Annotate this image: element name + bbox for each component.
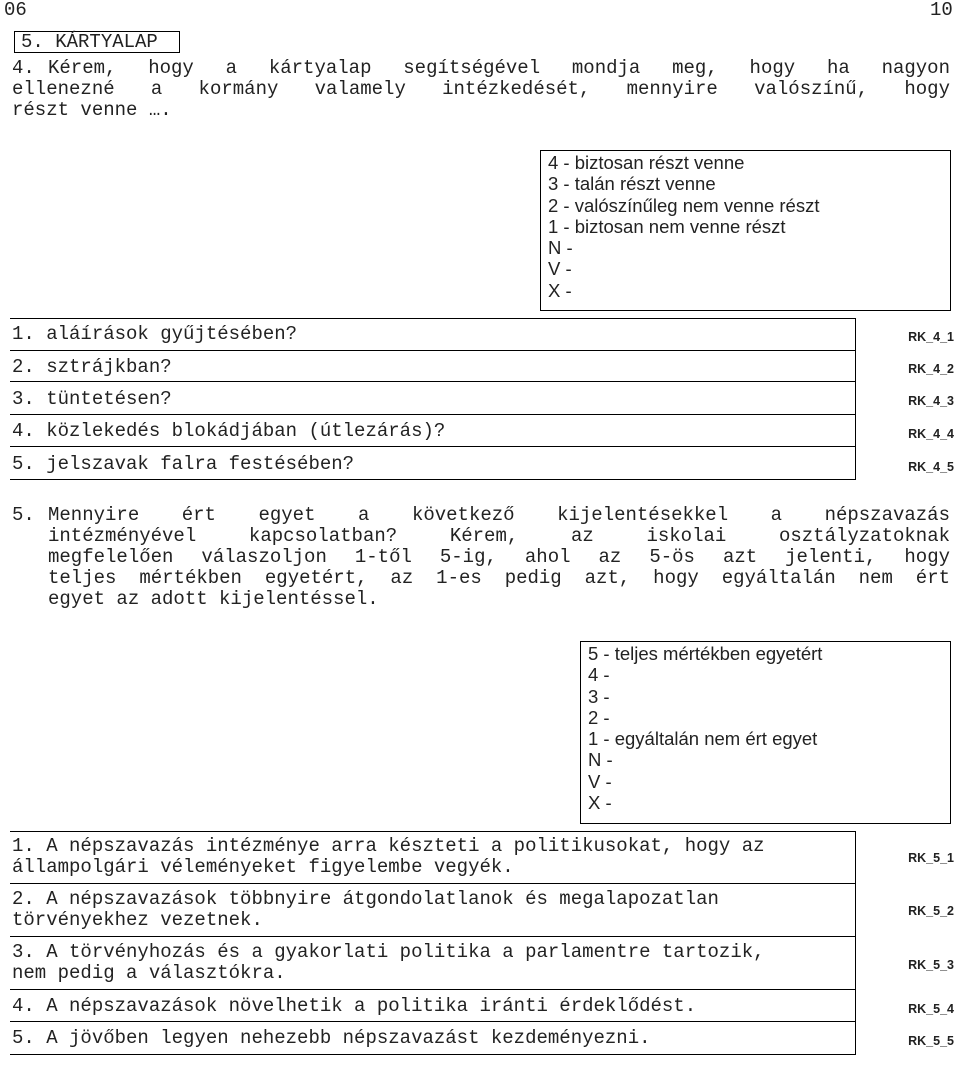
q4-item: 5. jelszavak falra festésében? — [12, 453, 355, 475]
q5-text-line: megfelelően válaszoljon 1-től 5-ig, ahol az 5-ös azt jelenti, hogy — [48, 546, 950, 568]
scale-option: 3 - talán részt venne — [548, 173, 716, 195]
scale-option: V - — [588, 770, 612, 792]
q5-item-line: nem pedig a választókra. — [12, 962, 286, 984]
q5-item — [12, 996, 696, 1017]
scale-option: V - — [548, 258, 572, 280]
variable-code: RK_4_1 — [908, 330, 954, 344]
scale-option: 5 - teljes mértékben egyetért — [588, 643, 823, 664]
page-number-right: 10 — [930, 0, 953, 21]
variable-code: RK_5_3 — [908, 958, 954, 972]
scale-option: 1 - biztosan nem venne részt — [548, 215, 786, 237]
variable-code: RK_4_3 — [908, 394, 954, 408]
page-number-left: 06 — [4, 0, 27, 21]
q4-item: 2. sztrájkban? — [12, 356, 172, 378]
q4-text-line: Kérem, hogy a kártyalap segítségével mondja meg, hogy ha nagyon — [48, 57, 950, 79]
q5-scale — [588, 643, 822, 813]
q5-text — [48, 505, 950, 610]
q5-item — [12, 942, 765, 984]
q4-item: 3. tüntetésen? — [12, 388, 172, 410]
variable-code: RK_5_1 — [908, 851, 954, 865]
q5-item-line: 2. A népszavazások többnyire átgondolatlanok és megalapozatlan — [12, 888, 719, 910]
q5-item-line: törvényekhez vezetnek. — [12, 909, 263, 931]
variable-code: RK_4_2 — [908, 362, 954, 376]
q5-item-line: 5. A jövőben legyen nehezebb népszavazást kezdeményezni. — [12, 1027, 651, 1049]
section-label: 5. KÁRTYALAP — [21, 31, 158, 53]
scale-option: 4 - — [588, 664, 610, 686]
q5-item — [12, 889, 719, 931]
scale-option: 2 - valószínűleg nem venne részt — [548, 194, 820, 216]
variable-code: RK_4_5 — [908, 460, 954, 474]
section-label-box — [14, 31, 180, 53]
q5-number: 5. — [12, 504, 35, 526]
q4-item: 1. aláírások gyűjtésében? — [12, 323, 298, 345]
q4-text-line: ellenezné a kormány valamely intézkedését, mennyire valószínű, hogy — [12, 78, 950, 100]
q5-item — [12, 1028, 651, 1049]
q5-item-line: 3. A törvényhozás és a gyakorlati politika a parlamentre tartozik, — [12, 941, 765, 963]
q5-text-line: intézményével kapcsolatban? Kérem, az iskolai osztályzatoknak — [48, 525, 950, 547]
scale-option: 3 - — [588, 685, 610, 707]
q4-text-line: részt venne …. — [12, 99, 172, 121]
q5-item — [12, 836, 765, 878]
q5-text-line: egyet az adott kijelentéssel. — [48, 588, 379, 610]
scale-option: 4 - biztosan részt venne — [548, 152, 745, 173]
scale-option: X - — [588, 792, 612, 814]
variable-code: RK_5_4 — [908, 1002, 954, 1016]
variable-code: RK_4_4 — [908, 427, 954, 441]
q4-number: 4. — [12, 57, 35, 79]
q4-item: 4. közlekedés blokádjában (útlezárás)? — [12, 420, 446, 442]
q4-scale — [548, 152, 819, 301]
variable-code: RK_5_5 — [908, 1034, 954, 1048]
scale-option: 2 - — [588, 706, 610, 728]
scale-option: N - — [548, 237, 573, 259]
q5-item-line: 4. A népszavazások növelhetik a politika iránti érdeklődést. — [12, 995, 697, 1017]
variable-code: RK_5_2 — [908, 904, 954, 918]
scale-option: N - — [588, 749, 613, 771]
q5-item-line: állampolgári véleményeket figyelembe vegyék. — [12, 856, 514, 878]
q5-text-line: Mennyire ért egyet a következő kijelentésekkel a népszavazás — [48, 504, 950, 526]
scale-option: X - — [548, 279, 572, 301]
q4-text — [12, 57, 950, 121]
q5-item-line: 1. A népszavazás intézménye arra készteti a politikusokat, hogy az — [12, 835, 765, 857]
q5-text-line: teljes mértékben egyetért, az 1-es pedig azt, hogy egyáltalán nem ért — [48, 567, 950, 589]
scale-option: 1 - egyáltalán nem ért egyet — [588, 728, 818, 750]
